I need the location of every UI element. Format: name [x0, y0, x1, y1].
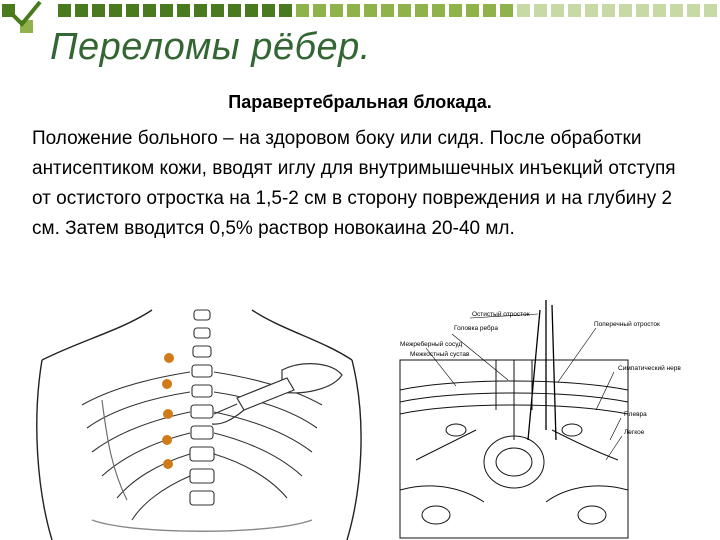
deco-square	[415, 4, 428, 17]
deco-square	[551, 4, 564, 17]
deco-square	[466, 4, 479, 17]
deco-square	[228, 4, 241, 17]
deco-square	[653, 4, 666, 17]
deco-square	[279, 4, 292, 17]
label-rib-head: Головка ребра	[454, 325, 499, 332]
deco-square	[347, 4, 360, 17]
deco-square	[92, 4, 105, 17]
deco-square	[126, 4, 139, 17]
deco-square	[449, 4, 462, 17]
deco-square	[568, 4, 581, 17]
deco-square	[330, 4, 343, 17]
deco-square	[245, 4, 258, 17]
label-transverse-process: Поперечный отросток	[594, 321, 660, 328]
deco-square	[313, 4, 326, 17]
deco-square	[381, 4, 394, 17]
slide-title: Переломы рёбер.	[50, 26, 371, 68]
label-spinous-process: Остистый отросток	[472, 311, 530, 318]
deco-square	[75, 4, 88, 17]
label-costal-vessel: Межреберный сосуд	[400, 341, 463, 348]
deco-square	[704, 4, 717, 17]
deco-square	[483, 4, 496, 17]
deco-square	[177, 4, 190, 17]
deco-square	[58, 4, 71, 17]
slide-subtitle: Паравертебральная блокада.	[228, 92, 492, 112]
label-intercostal: Межкостный сустав	[410, 351, 470, 358]
deco-square	[398, 4, 411, 17]
checkmark-icon	[12, 2, 40, 24]
deco-square	[432, 4, 445, 17]
label-lung: Легкое	[624, 429, 645, 436]
deco-square	[670, 4, 683, 17]
slide-body-text: Положение больного – на здоровом боку или сидя. После обработки антисептиком кожи, вводят иглу для внутримышечных инъекций отступя от остистого отростка на 1,5-2 см в сторону повреждения и на глубину 2 см. Затем вводится 0,5% раствор новокаина 20-40 мл.	[32, 128, 676, 239]
label-sympathetic-nerve: Симпатический нерв	[618, 365, 681, 372]
deco-square	[364, 4, 377, 17]
back-injection-illustration	[32, 300, 372, 540]
cross-section-illustration	[396, 290, 714, 540]
deco-square	[143, 4, 156, 17]
deco-square	[160, 4, 173, 17]
deco-square	[262, 4, 275, 17]
deco-square	[109, 4, 122, 17]
deco-square	[211, 4, 224, 17]
deco-square	[687, 4, 700, 17]
deco-square	[602, 4, 615, 17]
label-pleura: Плевра	[624, 411, 647, 418]
deco-square	[194, 4, 207, 17]
deco-square	[534, 4, 547, 17]
deco-square	[636, 4, 649, 17]
deco-square	[517, 4, 530, 17]
deco-square	[296, 4, 309, 17]
deco-square	[585, 4, 598, 17]
deco-square	[619, 4, 632, 17]
deco-square	[500, 4, 513, 17]
